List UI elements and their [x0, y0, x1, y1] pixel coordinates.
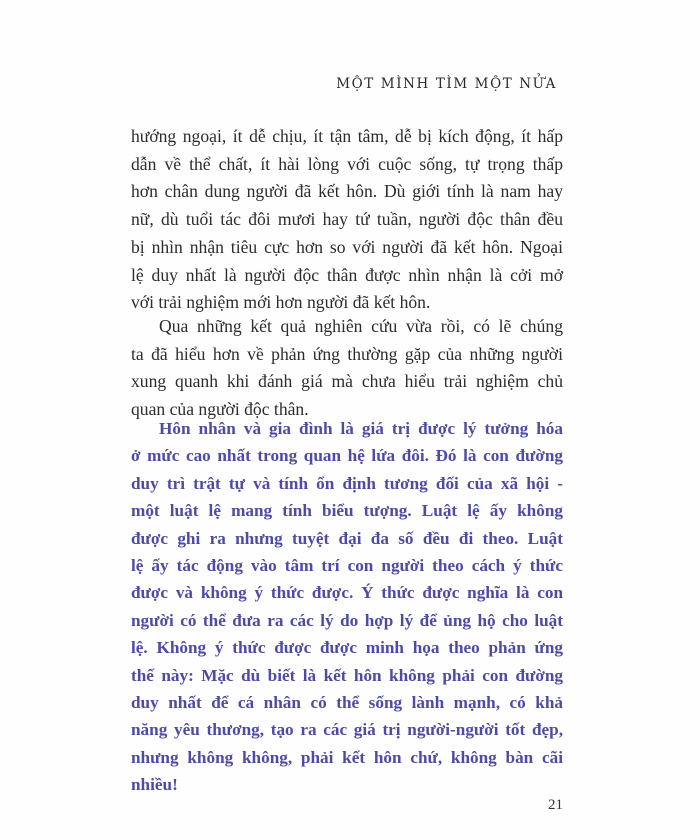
text-line: quan của người độc thân. [131, 399, 309, 420]
text-line: bị nhìn nhận tiêu cực hơn so với người đã kết hôn. Ngoại [131, 236, 563, 257]
text-line: ở mức cao nhất trong quan hệ lứa đôi. Đó là con đường [131, 446, 563, 466]
text-line: duy trì trật tự và tính ổn định tương đối của xã hội - [131, 473, 563, 493]
page-number: 21 [548, 797, 563, 813]
highlighted-paragraph [131, 415, 563, 799]
text-line: thế này: Mặc dù biết là kết hôn không phải con đường [131, 665, 563, 685]
text-line: duy nhất để cá nhân có thể sống lành mạnh, có khả [131, 693, 563, 713]
paragraph-summary [131, 313, 563, 424]
text-line: hướng ngoại, ít dễ chịu, ít tận tâm, dễ bị kích động, ít hấp [131, 126, 563, 146]
text-line: nữ, dù tuổi tác đôi mươi hay tứ tuần, người độc thân đều [131, 209, 563, 230]
text-line: với trải nghiệm mới hơn người đã kết hôn. [131, 292, 431, 313]
text-line: một luật lệ mang tính biểu tượng. Luật lệ ấy không [131, 501, 563, 521]
text-line: nhưng không không, phải kết hôn chứ, không bàn cãi [131, 747, 563, 767]
text-line: lệ duy nhất là người độc thân được nhìn nhận là cởi mở [131, 264, 563, 285]
text-line: năng yêu thương, tạo ra các giá trị người-người tốt đẹp, [131, 720, 563, 740]
running-head: MỘT MÌNH TÌM MỘT NỬA [336, 76, 557, 92]
text-line: lệ ấy tác động vào tâm trí con người theo cách ý thức [131, 556, 563, 576]
text-line: ta đã hiểu hơn về phản ứng thường gặp của những người [131, 343, 563, 364]
text-line: xung quanh khi đánh giá mà chưa hiểu trải nghiệm chủ [131, 371, 563, 392]
text-line: được và không ý thức được. Ý thức được nghĩa là con [131, 583, 563, 603]
text-line: dẫn về thể chất, ít hài lòng với cuộc sống, tự trọng thấp [131, 153, 563, 174]
text-line: lệ. Không ý thức được được minh họa theo phản ứng [131, 638, 563, 658]
text-line: Qua những kết quả nghiên cứu vừa rồi, có lẽ chúng [159, 316, 563, 336]
text-line: nhiều! [131, 775, 178, 795]
text-line: Hôn nhân và gia đình là giá trị được lý tưởng hóa [159, 419, 563, 438]
text-line: được ghi ra nhưng tuyệt đại đa số đều đi theo. Luật [131, 528, 563, 548]
paragraph-continuation [131, 123, 563, 317]
text-line: hơn chân dung người đã kết hôn. Dù giới tính là nam hay [131, 181, 563, 202]
text-line: người có thể đưa ra các lý do hợp lý để ủng hộ cho luật [131, 610, 563, 630]
